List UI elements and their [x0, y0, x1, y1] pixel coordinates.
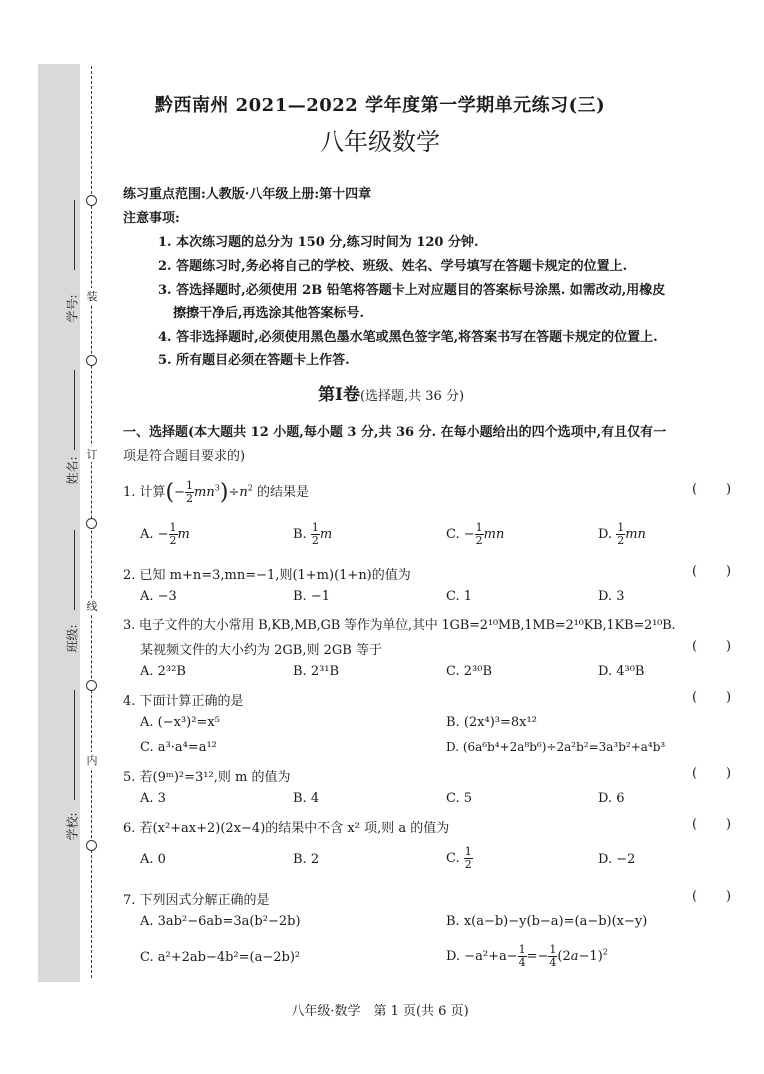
question-2-stem: 2. 已知 m+n=3,mn=−1,则(1+m)(1+n)的值为 [123, 568, 411, 583]
seal-char: 线 [86, 600, 98, 613]
q2-option-d: D. 3 [598, 589, 625, 604]
section-title-note: (选择题,共 36 分) [359, 389, 465, 404]
question-1-stem: 1. 计算(− $\frac{1}{2}$ $mn^3)\div n^2$ 的结果是 [123, 479, 309, 505]
answer-paren: ( ) [692, 564, 732, 579]
q2-option-b: B. −1 [293, 589, 330, 604]
question-6-stem: 6. 若(x²+ax+2)(2x−4)的结果中不含 x² 项,则 a 的值为 [123, 821, 450, 836]
seal-circle-icon [86, 355, 97, 366]
page-footer: 八年级·数学 第 1 页(共 6 页) [291, 1004, 469, 1019]
exam-subtitle: 八年级数学 [320, 128, 440, 156]
note-item: 2. 答题练习时,务必将自己的学校、班级、姓名、学号填写在答题卡规定的位置上. [158, 259, 628, 274]
school-blank [74, 690, 75, 800]
q1-option-a: A. − $\frac{1}{2}$ m [140, 521, 190, 547]
student-id-blank [74, 200, 75, 270]
question-3-stem: 3. 电子文件的大小常用 B,KB,MB,GB 等作为单位,其中 1GB=2¹⁰MB,1MB=2¹⁰KB,1KB=2¹⁰B. [123, 618, 676, 633]
question-1-suffix: 的结果是 [256, 485, 309, 500]
q6-option-d: D. −2 [598, 852, 636, 867]
answer-paren: ( ) [692, 482, 732, 497]
q6-option-b: B. 2 [293, 852, 320, 867]
school-label: 学校: [65, 812, 80, 841]
class-label: 班级: [65, 624, 80, 653]
q3-option-d: D. 4³⁰B [598, 664, 645, 679]
class-blank [74, 530, 75, 610]
q7-option-c: C. a²+2ab−4b²=(a−2b)² [140, 950, 301, 965]
question-3-stem-cont: 某视频文件的大小约为 2GB,则 2GB 等于 [140, 643, 382, 658]
q4-option-c: C. a³·a⁴=a¹² [140, 740, 217, 755]
name-label: 姓名: [65, 456, 80, 485]
section-intro: 一、选择题(本大题共 12 小题,每小题 3 分,共 36 分. 在每小题给出的四个选项中,有且仅有一 [123, 425, 667, 440]
note-item: 5. 所有题目必须在答题卡上作答. [158, 353, 350, 368]
exam-title: 黔西南州 2021—2022 学年度第一学期单元练习(三) [154, 95, 606, 116]
seal-circle-icon [86, 518, 97, 529]
seal-circle-icon [86, 840, 97, 851]
note-item: 3. 答选择题时,必须使用 2B 铅笔将答题卡上对应题目的答案标号涂黑. 如需改动,用橡皮 [158, 283, 666, 298]
note-item: 1. 本次练习题的总分为 150 分,练习时间为 120 分钟. [158, 235, 479, 250]
question-1-prefix: 1. 计算 [123, 485, 166, 500]
q5-option-d: D. 6 [598, 791, 625, 806]
q4-option-d: D. (6a⁶b⁴+2a⁸b⁶)÷2a²b²=3a³b²+a⁴b³ [446, 740, 666, 754]
notes-title: 注意事项: [123, 211, 180, 226]
q7-option-d: D. −a²+a− $\frac{1}{4}$ =− $\frac{1}{4}$ $(2a-1)^2$ [446, 943, 608, 969]
section-title [318, 380, 464, 405]
q6-option-a: A. 0 [140, 852, 166, 867]
section-title-main: 第Ⅰ卷 [318, 385, 360, 405]
seal-char: 内 [86, 754, 98, 767]
answer-paren: ( ) [692, 817, 732, 832]
q6-option-c: C. $\frac{1}{2}$ [446, 845, 472, 871]
q2-option-c: C. 1 [446, 589, 473, 604]
answer-paren: ( ) [692, 690, 732, 705]
section-intro-cont: 项是符合题目要求的) [123, 449, 246, 464]
note-item: 4. 答非选择题时,必须使用黑色墨水笔或黑色签字笔,将答案书写在答题卡规定的位置上. [158, 330, 658, 345]
note-item-cont: 擦擦干净后,再选涂其他答案标号. [173, 306, 365, 321]
seal-char: 装 [86, 290, 98, 303]
student-id-label: 学号: [65, 294, 80, 323]
answer-paren: ( ) [692, 639, 732, 654]
q1-option-d: D. $\frac{1}{2}$ mn [598, 521, 646, 547]
q5-option-a: A. 3 [140, 791, 166, 806]
q5-option-c: C. 5 [446, 791, 473, 806]
answer-paren: ( ) [692, 889, 732, 904]
q7-option-a: A. 3ab²−6ab=3a(b²−2b) [140, 914, 301, 929]
q1-option-c: C. − $\frac{1}{2}$ mn [446, 521, 505, 547]
q7-option-b: B. x(a−b)−y(b−a)=(a−b)(x−y) [446, 914, 648, 929]
seal-circle-icon [86, 195, 97, 206]
q4-option-b: B. (2x⁴)³=8x¹² [446, 715, 537, 730]
seal-circle-icon [86, 680, 97, 691]
q5-option-b: B. 4 [293, 791, 320, 806]
q1-option-b: B. $\frac{1}{2}$ m [293, 521, 333, 547]
q3-option-b: B. 2³¹B [293, 664, 340, 679]
scope-text: 练习重点范围:人教版·八年级上册:第十四章 [123, 187, 372, 202]
q3-option-c: C. 2³⁰B [446, 664, 492, 679]
seal-char: 订 [86, 448, 98, 461]
question-7-stem: 7. 下列因式分解正确的是 [123, 893, 270, 908]
name-blank [74, 370, 75, 450]
question-5-stem: 5. 若(9ᵐ)²=3¹²,则 m 的值为 [123, 770, 291, 785]
q3-option-a: A. 2³²B [140, 664, 186, 679]
q2-option-a: A. −3 [140, 589, 177, 604]
answer-paren: ( ) [692, 766, 732, 781]
q4-option-a: A. (−x³)²=x⁵ [140, 715, 220, 730]
question-4-stem: 4. 下面计算正确的是 [123, 694, 244, 709]
